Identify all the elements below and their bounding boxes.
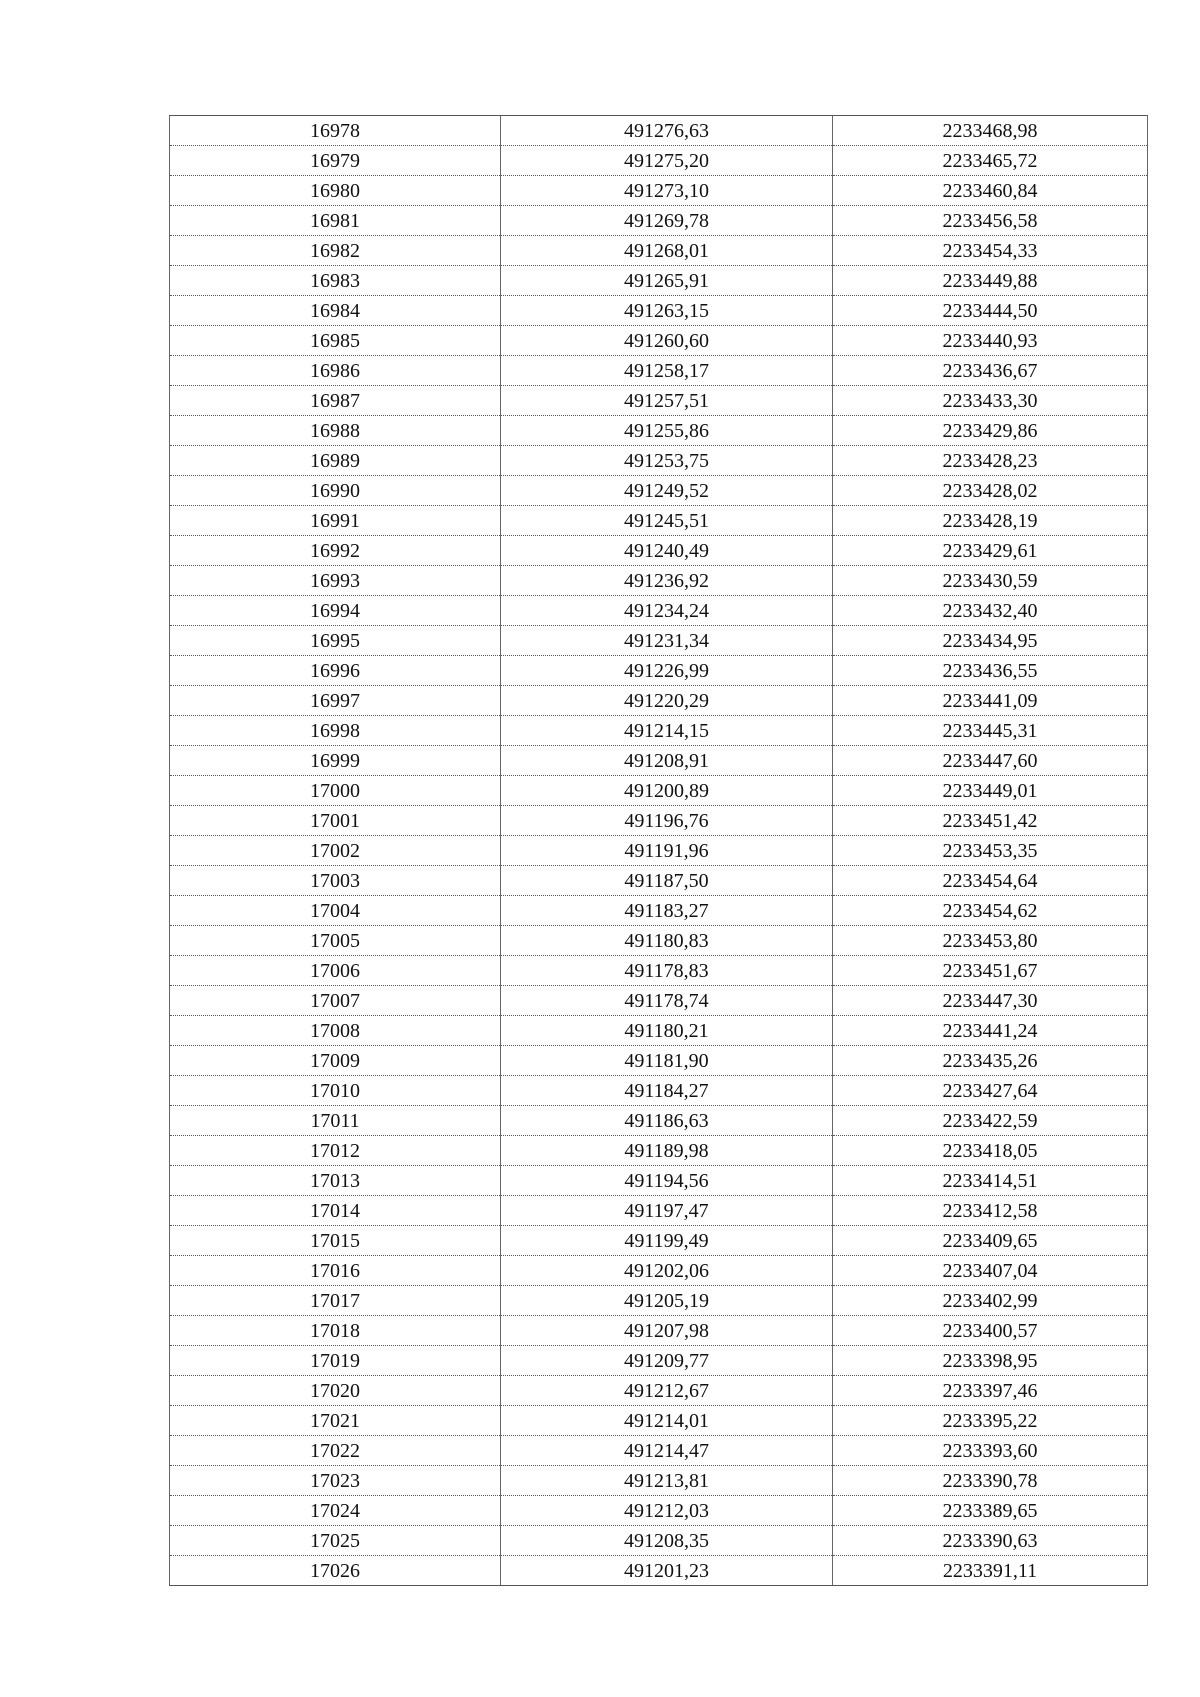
- table-row: [170, 1286, 1148, 1316]
- x-coordinate-cell: 491245,51: [501, 506, 833, 536]
- table-row: [170, 1106, 1148, 1136]
- point-number-cell: 17026: [170, 1556, 501, 1586]
- x-coordinate-cell: 491197,47: [501, 1196, 833, 1226]
- point-number-cell: 17016: [170, 1256, 501, 1286]
- x-coordinate-cell: 491275,20: [501, 146, 833, 176]
- table-row: [170, 716, 1148, 746]
- point-number-cell: 17014: [170, 1196, 501, 1226]
- x-coordinate-cell: 491212,67: [501, 1376, 833, 1406]
- point-number-cell: 16988: [170, 416, 501, 446]
- point-number-cell: 16989: [170, 446, 501, 476]
- table-row: [170, 1226, 1148, 1256]
- coordinates-table-body: [170, 116, 1148, 1586]
- table-row: [170, 986, 1148, 1016]
- table-row: [170, 146, 1148, 176]
- y-coordinate-cell: 2233441,09: [833, 686, 1148, 716]
- table-row: [170, 1496, 1148, 1526]
- x-coordinate-cell: 491234,24: [501, 596, 833, 626]
- x-coordinate-cell: 491236,92: [501, 566, 833, 596]
- y-coordinate-cell: 2233428,19: [833, 506, 1148, 536]
- x-coordinate-cell: 491199,49: [501, 1226, 833, 1256]
- point-number-cell: 16986: [170, 356, 501, 386]
- point-number-cell: 17006: [170, 956, 501, 986]
- x-coordinate-cell: 491214,15: [501, 716, 833, 746]
- y-coordinate-cell: 2233447,60: [833, 746, 1148, 776]
- y-coordinate-cell: 2233434,95: [833, 626, 1148, 656]
- y-coordinate-cell: 2233451,42: [833, 806, 1148, 836]
- table-row: [170, 1526, 1148, 1556]
- point-number-cell: 16981: [170, 206, 501, 236]
- table-row: [170, 566, 1148, 596]
- point-number-cell: 17024: [170, 1496, 501, 1526]
- table-row: [170, 206, 1148, 236]
- x-coordinate-cell: 491231,34: [501, 626, 833, 656]
- y-coordinate-cell: 2233447,30: [833, 986, 1148, 1016]
- x-coordinate-cell: 491253,75: [501, 446, 833, 476]
- x-coordinate-cell: 491269,78: [501, 206, 833, 236]
- x-coordinate-cell: 491209,77: [501, 1346, 833, 1376]
- table-row: [170, 326, 1148, 356]
- y-coordinate-cell: 2233454,62: [833, 896, 1148, 926]
- table-row: [170, 386, 1148, 416]
- x-coordinate-cell: 491180,21: [501, 1016, 833, 1046]
- y-coordinate-cell: 2233407,04: [833, 1256, 1148, 1286]
- y-coordinate-cell: 2233444,50: [833, 296, 1148, 326]
- x-coordinate-cell: 491181,90: [501, 1046, 833, 1076]
- y-coordinate-cell: 2233409,65: [833, 1226, 1148, 1256]
- point-number-cell: 16999: [170, 746, 501, 776]
- x-coordinate-cell: 491194,56: [501, 1166, 833, 1196]
- y-coordinate-cell: 2233440,93: [833, 326, 1148, 356]
- y-coordinate-cell: 2233453,35: [833, 836, 1148, 866]
- x-coordinate-cell: 491212,03: [501, 1496, 833, 1526]
- x-coordinate-cell: 491196,76: [501, 806, 833, 836]
- y-coordinate-cell: 2233398,95: [833, 1346, 1148, 1376]
- y-coordinate-cell: 2233465,72: [833, 146, 1148, 176]
- x-coordinate-cell: 491214,47: [501, 1436, 833, 1466]
- y-coordinate-cell: 2233436,67: [833, 356, 1148, 386]
- y-coordinate-cell: 2233390,63: [833, 1526, 1148, 1556]
- x-coordinate-cell: 491257,51: [501, 386, 833, 416]
- x-coordinate-cell: 491208,35: [501, 1526, 833, 1556]
- y-coordinate-cell: 2233428,02: [833, 476, 1148, 506]
- y-coordinate-cell: 2233422,59: [833, 1106, 1148, 1136]
- x-coordinate-cell: 491273,10: [501, 176, 833, 206]
- x-coordinate-cell: 491213,81: [501, 1466, 833, 1496]
- point-number-cell: 17018: [170, 1316, 501, 1346]
- table-row: [170, 806, 1148, 836]
- point-number-cell: 17010: [170, 1076, 501, 1106]
- point-number-cell: 17019: [170, 1346, 501, 1376]
- point-number-cell: 16997: [170, 686, 501, 716]
- table-row: [170, 836, 1148, 866]
- point-number-cell: 17013: [170, 1166, 501, 1196]
- table-row: [170, 536, 1148, 566]
- point-number-cell: 16991: [170, 506, 501, 536]
- point-number-cell: 16998: [170, 716, 501, 746]
- x-coordinate-cell: 491189,98: [501, 1136, 833, 1166]
- point-number-cell: 16985: [170, 326, 501, 356]
- table-row: [170, 266, 1148, 296]
- table-row: [170, 1436, 1148, 1466]
- x-coordinate-cell: 491214,01: [501, 1406, 833, 1436]
- table-row: [170, 776, 1148, 806]
- table-row: [170, 746, 1148, 776]
- y-coordinate-cell: 2233430,59: [833, 566, 1148, 596]
- table-row: [170, 476, 1148, 506]
- x-coordinate-cell: 491191,96: [501, 836, 833, 866]
- point-number-cell: 16982: [170, 236, 501, 266]
- x-coordinate-cell: 491207,98: [501, 1316, 833, 1346]
- table-row: [170, 1556, 1148, 1586]
- table-row: [170, 1256, 1148, 1286]
- table-row: [170, 1346, 1148, 1376]
- y-coordinate-cell: 2233433,30: [833, 386, 1148, 416]
- table-row: [170, 686, 1148, 716]
- point-number-cell: 17012: [170, 1136, 501, 1166]
- x-coordinate-cell: 491186,63: [501, 1106, 833, 1136]
- point-number-cell: 16987: [170, 386, 501, 416]
- point-number-cell: 16990: [170, 476, 501, 506]
- table-row: [170, 416, 1148, 446]
- table-row: [170, 1136, 1148, 1166]
- point-number-cell: 16994: [170, 596, 501, 626]
- y-coordinate-cell: 2233393,60: [833, 1436, 1148, 1466]
- y-coordinate-cell: 2233402,99: [833, 1286, 1148, 1316]
- x-coordinate-cell: 491208,91: [501, 746, 833, 776]
- point-number-cell: 17011: [170, 1106, 501, 1136]
- y-coordinate-cell: 2233397,46: [833, 1376, 1148, 1406]
- x-coordinate-cell: 491260,60: [501, 326, 833, 356]
- x-coordinate-cell: 491201,23: [501, 1556, 833, 1586]
- y-coordinate-cell: 2233390,78: [833, 1466, 1148, 1496]
- point-number-cell: 17002: [170, 836, 501, 866]
- y-coordinate-cell: 2233429,86: [833, 416, 1148, 446]
- table-row: [170, 956, 1148, 986]
- table-row: [170, 446, 1148, 476]
- point-number-cell: 17005: [170, 926, 501, 956]
- table-row: [170, 116, 1148, 146]
- x-coordinate-cell: 491205,19: [501, 1286, 833, 1316]
- y-coordinate-cell: 2233453,80: [833, 926, 1148, 956]
- table-row: [170, 1016, 1148, 1046]
- table-row: [170, 926, 1148, 956]
- table-row: [170, 896, 1148, 926]
- y-coordinate-cell: 2233389,65: [833, 1496, 1148, 1526]
- point-number-cell: 16996: [170, 656, 501, 686]
- y-coordinate-cell: 2233414,51: [833, 1166, 1148, 1196]
- point-number-cell: 17017: [170, 1286, 501, 1316]
- table-row: [170, 506, 1148, 536]
- point-number-cell: 16980: [170, 176, 501, 206]
- y-coordinate-cell: 2233468,98: [833, 116, 1148, 146]
- point-number-cell: 16983: [170, 266, 501, 296]
- x-coordinate-cell: 491226,99: [501, 656, 833, 686]
- x-coordinate-cell: 491180,83: [501, 926, 833, 956]
- x-coordinate-cell: 491255,86: [501, 416, 833, 446]
- table-row: [170, 1376, 1148, 1406]
- x-coordinate-cell: 491249,52: [501, 476, 833, 506]
- y-coordinate-cell: 2233395,22: [833, 1406, 1148, 1436]
- table-row: [170, 1196, 1148, 1226]
- point-number-cell: 17022: [170, 1436, 501, 1466]
- table-row: [170, 1316, 1148, 1346]
- y-coordinate-cell: 2233449,88: [833, 266, 1148, 296]
- x-coordinate-cell: 491258,17: [501, 356, 833, 386]
- point-number-cell: 16993: [170, 566, 501, 596]
- table-row: [170, 866, 1148, 896]
- y-coordinate-cell: 2233391,11: [833, 1556, 1148, 1586]
- table-row: [170, 656, 1148, 686]
- point-number-cell: 17004: [170, 896, 501, 926]
- y-coordinate-cell: 2233435,26: [833, 1046, 1148, 1076]
- point-number-cell: 17009: [170, 1046, 501, 1076]
- y-coordinate-cell: 2233456,58: [833, 206, 1148, 236]
- table-row: [170, 356, 1148, 386]
- point-number-cell: 16984: [170, 296, 501, 326]
- y-coordinate-cell: 2233428,23: [833, 446, 1148, 476]
- table-row: [170, 1046, 1148, 1076]
- table-row: [170, 596, 1148, 626]
- x-coordinate-cell: 491240,49: [501, 536, 833, 566]
- y-coordinate-cell: 2233449,01: [833, 776, 1148, 806]
- x-coordinate-cell: 491200,89: [501, 776, 833, 806]
- y-coordinate-cell: 2233432,40: [833, 596, 1148, 626]
- coordinates-table: [169, 115, 1148, 1586]
- point-number-cell: 17001: [170, 806, 501, 836]
- point-number-cell: 16995: [170, 626, 501, 656]
- y-coordinate-cell: 2233454,64: [833, 866, 1148, 896]
- point-number-cell: 17015: [170, 1226, 501, 1256]
- y-coordinate-cell: 2233451,67: [833, 956, 1148, 986]
- table-row: [170, 236, 1148, 266]
- y-coordinate-cell: 2233436,55: [833, 656, 1148, 686]
- point-number-cell: 17003: [170, 866, 501, 896]
- table-row: [170, 1166, 1148, 1196]
- table-row: [170, 176, 1148, 206]
- point-number-cell: 17025: [170, 1526, 501, 1556]
- y-coordinate-cell: 2233454,33: [833, 236, 1148, 266]
- y-coordinate-cell: 2233441,24: [833, 1016, 1148, 1046]
- point-number-cell: 17000: [170, 776, 501, 806]
- point-number-cell: 16978: [170, 116, 501, 146]
- y-coordinate-cell: 2233429,61: [833, 536, 1148, 566]
- x-coordinate-cell: 491263,15: [501, 296, 833, 326]
- point-number-cell: 17007: [170, 986, 501, 1016]
- y-coordinate-cell: 2233400,57: [833, 1316, 1148, 1346]
- table-row: [170, 1076, 1148, 1106]
- table-row: [170, 296, 1148, 326]
- y-coordinate-cell: 2233418,05: [833, 1136, 1148, 1166]
- point-number-cell: 16992: [170, 536, 501, 566]
- point-number-cell: 17021: [170, 1406, 501, 1436]
- x-coordinate-cell: 491183,27: [501, 896, 833, 926]
- table-row: [170, 1466, 1148, 1496]
- point-number-cell: 17008: [170, 1016, 501, 1046]
- x-coordinate-cell: 491276,63: [501, 116, 833, 146]
- y-coordinate-cell: 2233460,84: [833, 176, 1148, 206]
- x-coordinate-cell: 491202,06: [501, 1256, 833, 1286]
- x-coordinate-cell: 491178,83: [501, 956, 833, 986]
- point-number-cell: 17020: [170, 1376, 501, 1406]
- x-coordinate-cell: 491178,74: [501, 986, 833, 1016]
- table-row: [170, 1406, 1148, 1436]
- y-coordinate-cell: 2233412,58: [833, 1196, 1148, 1226]
- point-number-cell: 16979: [170, 146, 501, 176]
- x-coordinate-cell: 491268,01: [501, 236, 833, 266]
- y-coordinate-cell: 2233445,31: [833, 716, 1148, 746]
- point-number-cell: 17023: [170, 1466, 501, 1496]
- x-coordinate-cell: 491187,50: [501, 866, 833, 896]
- x-coordinate-cell: 491220,29: [501, 686, 833, 716]
- table-row: [170, 626, 1148, 656]
- x-coordinate-cell: 491184,27: [501, 1076, 833, 1106]
- y-coordinate-cell: 2233427,64: [833, 1076, 1148, 1106]
- x-coordinate-cell: 491265,91: [501, 266, 833, 296]
